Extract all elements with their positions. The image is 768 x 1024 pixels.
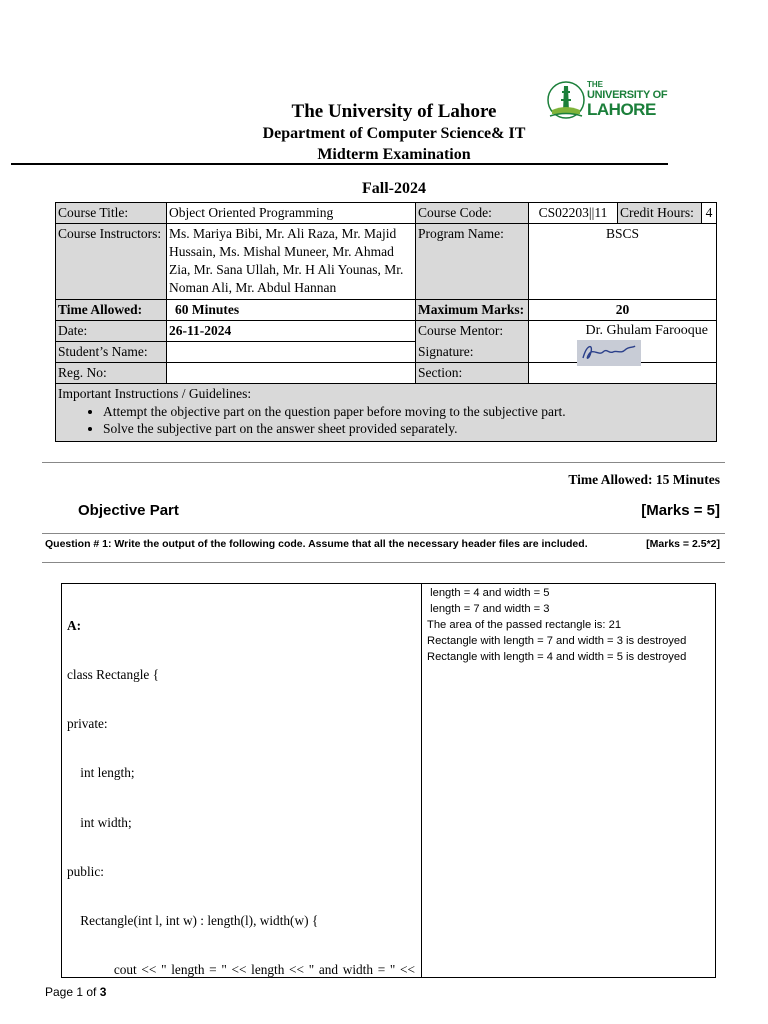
signature-image <box>577 340 641 366</box>
university-name: The University of Lahore <box>291 101 497 122</box>
section-divider <box>42 462 725 463</box>
exam-title: Midterm Examination <box>317 146 471 163</box>
max-marks-value: 20 <box>529 300 717 321</box>
code-line: int width; <box>67 814 132 830</box>
time-allowed-value: 60 Minutes <box>167 300 416 321</box>
date-label: Date: <box>56 321 167 342</box>
instructors-value: Ms. Mariya Bibi, Mr. Ali Raza, Mr. Majid Hussain, Ms. Mishal Muneer, Mr. Ahmad Zia, Mr. Sana Ullah, Mr. H Ali Younas, Mr. Noman Ali, Mr. Abdul Hannan <box>167 224 416 300</box>
instruction-item: • Attempt the objective part on the question paper before moving to the subjective part. <box>103 403 714 420</box>
code-panel <box>62 584 422 977</box>
instruction-item: • Solve the subjective part on the answer sheet provided separately. <box>103 420 714 437</box>
credit-hours-value: 4 <box>702 203 717 224</box>
logo-line3: LAHORE <box>587 100 656 119</box>
time-allowed-label: Time Allowed: <box>56 300 167 321</box>
page-prefix: Page <box>45 985 77 999</box>
code-line: cout << " length = " << length << " and width = " << <box>113 962 416 977</box>
code-line: public: <box>67 863 104 879</box>
output-line: The area of the passed rectangle is: 21 <box>427 619 622 631</box>
page-of: of <box>83 985 100 999</box>
student-name-field[interactable] <box>167 342 416 363</box>
signature-label: Signature: <box>418 344 474 359</box>
course-title-value: Object Oriented Programming <box>167 203 416 224</box>
reg-no-label: Reg. No: <box>56 363 167 384</box>
instructions-box <box>56 384 717 442</box>
total-pages: 3 <box>99 985 107 999</box>
header-rule <box>11 163 668 165</box>
department-name: Department of Computer Science& IT <box>262 125 526 142</box>
instructions-title: Important Instructions / Guidelines: <box>58 386 252 401</box>
max-marks-label: Maximum Marks: <box>416 300 529 321</box>
objective-time-allowed: Time Allowed: 15 Minutes <box>568 472 720 487</box>
objective-part-marks: [Marks = 5] <box>641 502 720 519</box>
university-logo <box>546 78 672 120</box>
output-line: Rectangle with length = 7 and width = 3 is destroyed <box>427 635 687 647</box>
student-name-label: Student’s Name: <box>56 342 167 363</box>
code-line: class Rectangle { <box>67 667 160 683</box>
question-divider-bottom <box>42 562 725 563</box>
output-line: length = 7 and width = 3 <box>427 603 550 615</box>
output-line: Rectangle with length = 4 and width = 5 is destroyed <box>427 651 687 663</box>
program-value: BSCS <box>529 224 717 300</box>
exam-term: Fall-2024 <box>362 180 426 197</box>
program-label: Program Name: <box>416 224 529 300</box>
output-line: length = 4 and width = 5 <box>427 587 550 599</box>
code-label: A: <box>67 617 82 633</box>
credit-hours-label: Credit Hours: <box>618 203 702 224</box>
page-number <box>45 985 106 999</box>
code-line: Rectangle(int l, int w) : length(l), width(w) { <box>67 913 319 929</box>
reg-no-field[interactable] <box>167 363 416 384</box>
course-mentor-label: Course Mentor: <box>418 323 504 338</box>
question-divider-top <box>42 533 725 534</box>
course-mentor-value: Dr. Ghulam Farooque <box>585 323 708 338</box>
course-title-label: Course Title: <box>56 203 167 224</box>
question-1-text: Question # 1: Write the output of the following code. Assume that all the necessary header files are included. <box>45 538 588 550</box>
course-code-label: Course Code: <box>416 203 529 224</box>
date-value: 26-11-2024 <box>167 321 416 342</box>
code-line: int length; <box>67 765 135 781</box>
course-info-table <box>55 202 717 442</box>
logo-line1: THE <box>587 80 603 89</box>
logo-line2: UNIVERSITY OF <box>587 89 668 101</box>
code-answer-box <box>61 583 716 978</box>
minar-logo-icon <box>546 78 586 120</box>
course-code-value: CS02203||11 <box>529 203 618 224</box>
instructors-label: Course Instructors: <box>56 224 167 300</box>
question-1-marks: [Marks = 2.5*2] <box>646 538 720 550</box>
current-page: 1 <box>76 985 84 999</box>
output-panel <box>422 584 715 977</box>
section-label: Section: <box>416 363 529 384</box>
code-line: private: <box>67 716 108 732</box>
objective-part-title: Objective Part <box>78 502 179 519</box>
